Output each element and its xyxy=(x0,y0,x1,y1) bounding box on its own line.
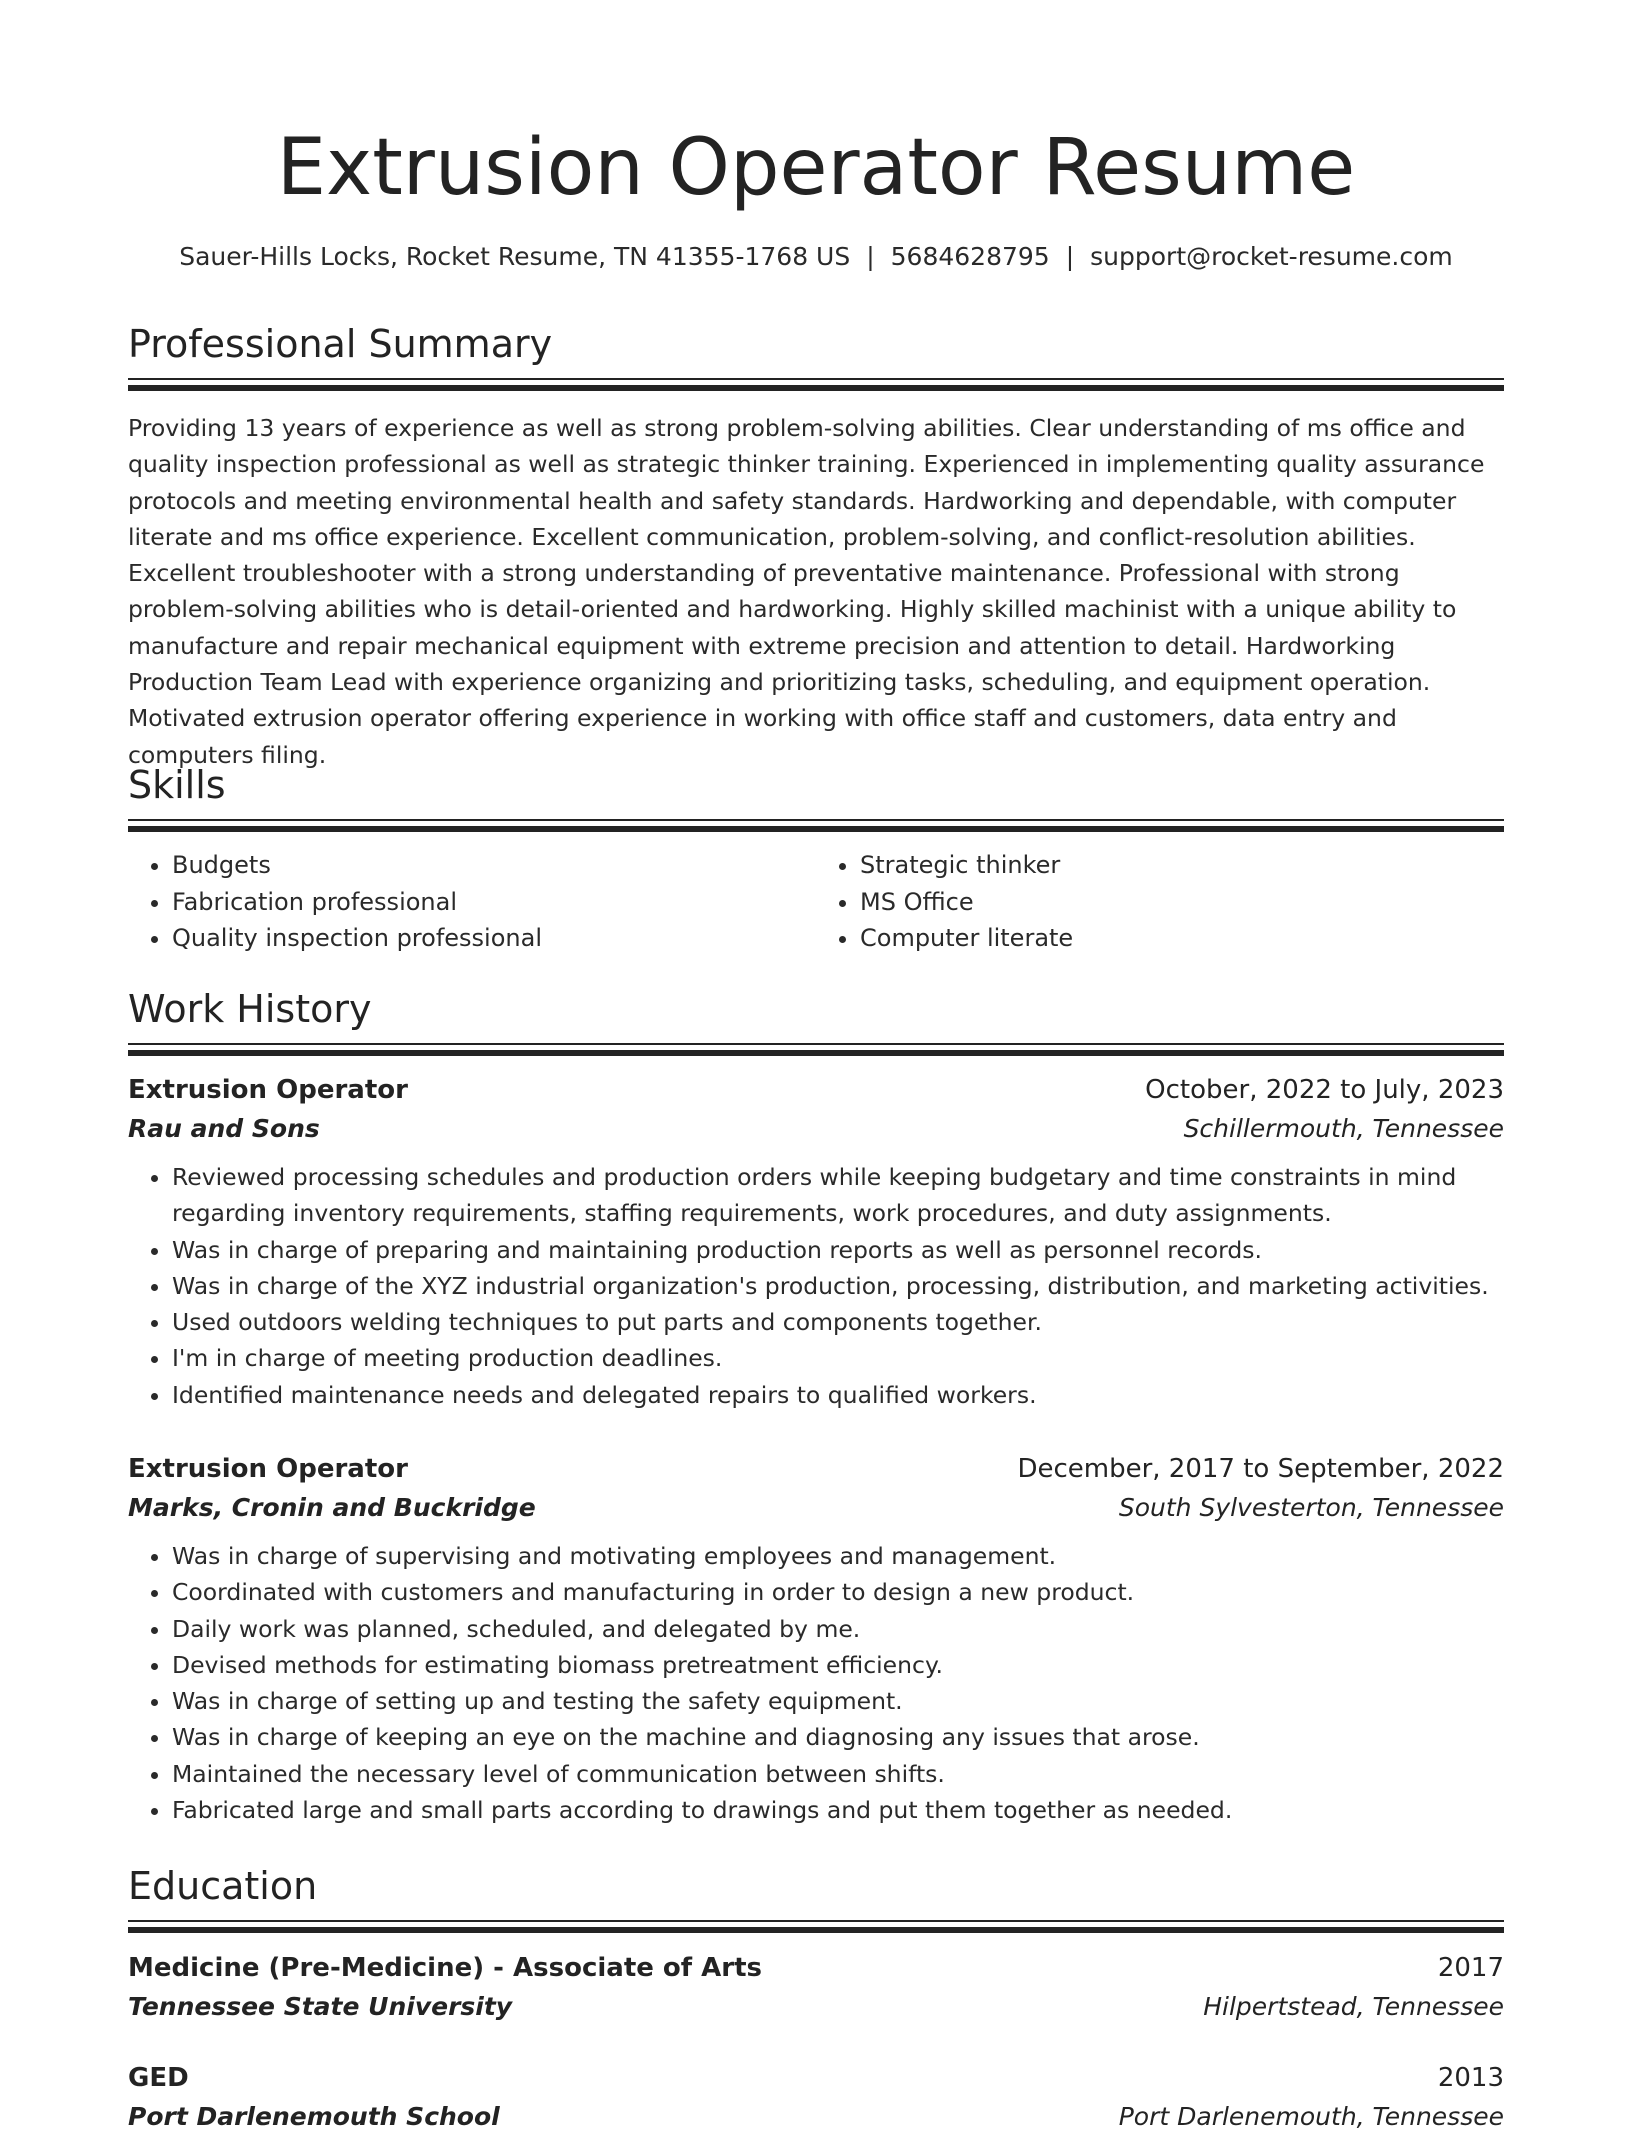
skill-item: • Quality inspection professional xyxy=(172,920,816,957)
job-entry xyxy=(128,1450,1504,1828)
job-bullet: • Fabricated large and small parts according to drawings and put them together as needed. xyxy=(172,1792,1504,1828)
job-location: Schillermouth, Tennessee xyxy=(1183,1114,1504,1143)
skills-list xyxy=(128,847,1504,957)
job-dates: December, 2017 to September, 2022 xyxy=(1017,1454,1504,1484)
contact-separator: | xyxy=(1065,242,1075,271)
job-bullets xyxy=(128,1538,1504,1828)
job-title: Extrusion Operator xyxy=(128,1454,408,1484)
resume-title: Extrusion Operator Resume xyxy=(276,123,1356,213)
job-bullet: • Was in charge of setting up and testing the safety equipment. xyxy=(172,1683,1504,1719)
education-location: Hilpertstead, Tennessee xyxy=(1203,1992,1504,2021)
education-section xyxy=(128,1862,1504,1934)
job-bullet: • Devised methods for estimating biomass pretreatment efficiency. xyxy=(172,1647,1504,1683)
education-degree: Medicine (Pre-Medicine) - Associate of Arts xyxy=(128,1953,763,1983)
skills-column-left xyxy=(128,847,816,957)
summary-heading: Professional Summary xyxy=(128,322,553,366)
education-year: 2013 xyxy=(1437,2063,1504,2093)
education-header xyxy=(128,1949,1504,1987)
section-divider xyxy=(128,1043,1504,1057)
job-subheader xyxy=(128,1488,1504,1528)
skills-heading: Skills xyxy=(128,763,226,807)
summary-text: Providing 13 years of experience as well as strong problem-solving abilities. Clear understanding of ms office and quality inspection professional as well as strategic thinker training. Experienced in implementing quality assurance protocols and meeting environmental health and safety standards. Hardworking and dependable, with computer literate and ms office experience. Excellent communication, problem-solving, and conflict-resolution abilities. Excellent troubleshooter with a strong understanding of preventative maintenance. Professional with strong problem-solving abilities who is detail-oriented and hardworking. Highly skilled machinist with a unique ability to manufacture and repair mechanical equipment with extreme precision and attention to detail. Hardworking Production Team Lead with experience organizing and prioritizing tasks, scheduling, and equipment operation. Motivated extrusion operator offering experience in working with office staff and customers, data entry and computers filing. xyxy=(128,414,1485,769)
education-entry xyxy=(128,1949,1504,2027)
job-header xyxy=(128,1450,1504,1488)
education-year: 2017 xyxy=(1437,1953,1504,1983)
job-bullet: • I'm in charge of meeting production deadlines. xyxy=(172,1340,1504,1376)
job-bullet: • Coordinated with customers and manufacturing in order to design a new product. xyxy=(172,1574,1504,1610)
skill-item: • Budgets xyxy=(172,847,816,884)
education-school: Tennessee State University xyxy=(128,1992,513,2021)
education-header xyxy=(128,2059,1504,2097)
job-subheader xyxy=(128,1109,1504,1149)
skills-column-right xyxy=(816,847,1504,957)
contact-address: Sauer-Hills Locks, Rocket Resume, TN 41355-1768 US xyxy=(179,242,851,271)
job-company: Rau and Sons xyxy=(128,1114,320,1143)
job-bullet: • Was in charge of keeping an eye on the machine and diagnosing any issues that arose. xyxy=(172,1719,1504,1755)
education-subheader xyxy=(128,1987,1504,2027)
summary-section xyxy=(128,320,1504,773)
contact-separator: | xyxy=(866,242,875,271)
section-divider xyxy=(128,819,1504,833)
contact-phone: 5684628795 xyxy=(890,242,1050,271)
job-company: Marks, Cronin and Buckridge xyxy=(128,1493,536,1522)
job-bullet: • Was in charge of supervising and motivating employees and management. xyxy=(172,1538,1504,1574)
contact-line xyxy=(0,240,1632,274)
section-divider xyxy=(128,378,1504,392)
skill-item: • MS Office xyxy=(860,884,1504,921)
section-divider xyxy=(128,1920,1504,1934)
job-header xyxy=(128,1071,1504,1109)
job-entry xyxy=(128,1071,1504,1413)
job-title: Extrusion Operator xyxy=(128,1075,408,1105)
education-entry xyxy=(128,2059,1504,2137)
job-bullet: • Was in charge of preparing and maintaining production reports as well as personnel records. xyxy=(172,1232,1504,1268)
job-bullet: • Identified maintenance needs and delegated repairs to qualified workers. xyxy=(172,1377,1504,1413)
job-bullet: • Reviewed processing schedules and production orders while keeping budgetary and time constraints in mind regarding inventory requirements, staffing requirements, work procedures, and duty assignments. xyxy=(172,1159,1504,1232)
education-degree: GED xyxy=(128,2063,189,2093)
job-bullet: • Maintained the necessary level of communication between shifts. xyxy=(172,1756,1504,1792)
skills-section xyxy=(128,761,1504,957)
job-bullet: • Daily work was planned, scheduled, and delegated by me. xyxy=(172,1611,1504,1647)
skill-item: • Strategic thinker xyxy=(860,847,1504,884)
skill-item: • Computer literate xyxy=(860,920,1504,957)
contact-email: support@rocket-resume.com xyxy=(1090,242,1453,271)
job-location: South Sylvesterton, Tennessee xyxy=(1118,1493,1504,1522)
education-location: Port Darlenemouth, Tennessee xyxy=(1118,2102,1504,2131)
job-bullet: • Used outdoors welding techniques to put parts and components together. xyxy=(172,1304,1504,1340)
job-dates: October, 2022 to July, 2023 xyxy=(1145,1075,1504,1105)
education-subheader xyxy=(128,2097,1504,2137)
work-history-section xyxy=(128,985,1504,1057)
work-history-heading: Work History xyxy=(128,987,372,1031)
job-bullets xyxy=(128,1159,1504,1413)
education-heading: Education xyxy=(128,1864,318,1908)
education-school: Port Darlenemouth School xyxy=(128,2102,500,2131)
skill-item: • Fabrication professional xyxy=(172,884,816,921)
job-bullet: • Was in charge of the XYZ industrial organization's production, processing, distribution, and marketing activities. xyxy=(172,1268,1504,1304)
